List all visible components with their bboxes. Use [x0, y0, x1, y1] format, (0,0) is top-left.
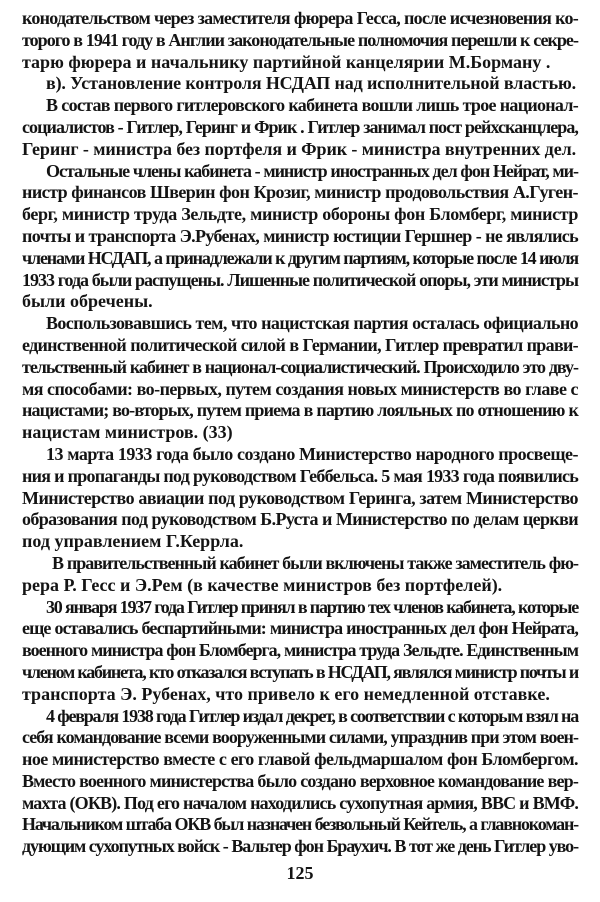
page-body-text — [22, 8, 578, 858]
text-line: мя способами: во-первых, путем создания новых министерств во главе с — [22, 378, 578, 399]
text-line: ния и пропаганды под руководством Геббельса. 5 мая 1933 года появились — [22, 465, 578, 486]
text-line: Министерство авиации под руководством Геринга, затем Министерство — [22, 487, 578, 508]
text-line: тельственный кабинет в национал-социалистический. Происходило это дву- — [22, 356, 578, 377]
text-line: единственной политической силой в Германии, Гитлер превратил прави- — [22, 334, 578, 355]
text-line: нацистами; во-вторых, путем приема в партию лояльных по отношению к — [22, 400, 578, 421]
text-line: нистр финансов Шверин фон Крозиг, министр продовольствия А.Гуген- — [22, 182, 578, 203]
text-line: образования под руководством Б.Руста и Министерство по делам церкви — [22, 509, 578, 530]
text-line: тарю фюрера и начальнику партийной канцелярии М.Борману . — [22, 51, 551, 72]
text-line: ное министерство вместе с его главой фельдмаршалом фон Бломбергом. — [22, 749, 578, 770]
text-line: Вместо военного министерства было создано верховное командование вер- — [22, 770, 578, 791]
text-line: транспорта Э. Рубенах, что привело к его немедленной отставке. — [22, 683, 550, 704]
text-line: нацистам министров. (33) — [22, 422, 233, 443]
text-line: военного министра фон Бломберга, министра труда Зельдте. Единственным — [22, 640, 578, 661]
text-line: 4 февраля 1938 года Гитлер издал декрет, в соответствии с которым взял на — [46, 705, 578, 726]
text-line: Геринг - министра без портфеля и Фрик - министра внутренних дел. — [22, 138, 577, 159]
text-line: берг, министр труда Зельдте, министр обороны фон Бломберг, министр — [22, 204, 578, 225]
text-line: еще оставались беспартийными: министра иностранных дел фон Нейрата, — [22, 618, 578, 639]
text-line: В состав первого гитлеровского кабинета вошли лишь трое национал- — [46, 95, 578, 116]
page-number: 125 — [286, 863, 314, 883]
text-line: конодательством через заместителя фюрера Гесса, после исчезновения ко- — [22, 8, 578, 28]
text-line: социалистов - Гитлер, Геринг и Фрик . Гитлер занимал пост рейхсканцлера, — [22, 116, 578, 137]
text-line: под управлением Г.Керрла. — [22, 531, 244, 552]
text-line: себя командование всеми вооруженными силами, упразднив при этом воен- — [22, 727, 578, 748]
text-line: были обречены. — [22, 291, 153, 312]
text-line: в). Установление контроля НСДАП над исполнительной властью. — [46, 73, 576, 94]
text-line: рера Р. Гесс и Э.Рем (в качестве министров без портфелей). — [22, 574, 503, 595]
text-line: Остальные члены кабинета - министр иностранных дел фон Нейрат, ми- — [46, 160, 578, 181]
text-line: членами НСДАП, а принадлежали к другим партиям, которые после 14 июля — [22, 247, 578, 268]
text-line: 30 января 1937 года Гитлер принял в партию тех членов кабинета, которые — [46, 596, 578, 617]
text-line: торого в 1941 году в Англии законодательные полномочия перешли к секре- — [22, 29, 578, 50]
text-line: Начальником штаба ОКВ был назначен безвольный Кейтель, а главнокоман- — [22, 814, 578, 835]
text-line: Воспользовавшись тем, что нацистская партия осталась официально — [46, 313, 578, 334]
text-line: дующим сухопутных войск - Вальтер фон Браухич. В тот же день Гитлер уво- — [22, 836, 578, 857]
text-line: 1933 года были распущены. Лишенные политической опоры, эти министры — [22, 269, 578, 290]
text-line: 13 марта 1933 года было создано Министерство народного просвеще- — [46, 443, 578, 464]
text-line: В правительственный кабинет были включены также заместитель фю- — [52, 552, 578, 573]
text-line: почты и транспорта Э.Рубенах, министр юстиции Гершнер - не являлись — [22, 225, 578, 246]
text-line: членом кабинета, кто отказался вступать в НСДАП, являлся министр почты и — [22, 661, 578, 682]
text-line: махта (ОКВ). Под его началом находились сухопутная армия, ВВС и ВМФ. — [22, 792, 578, 813]
